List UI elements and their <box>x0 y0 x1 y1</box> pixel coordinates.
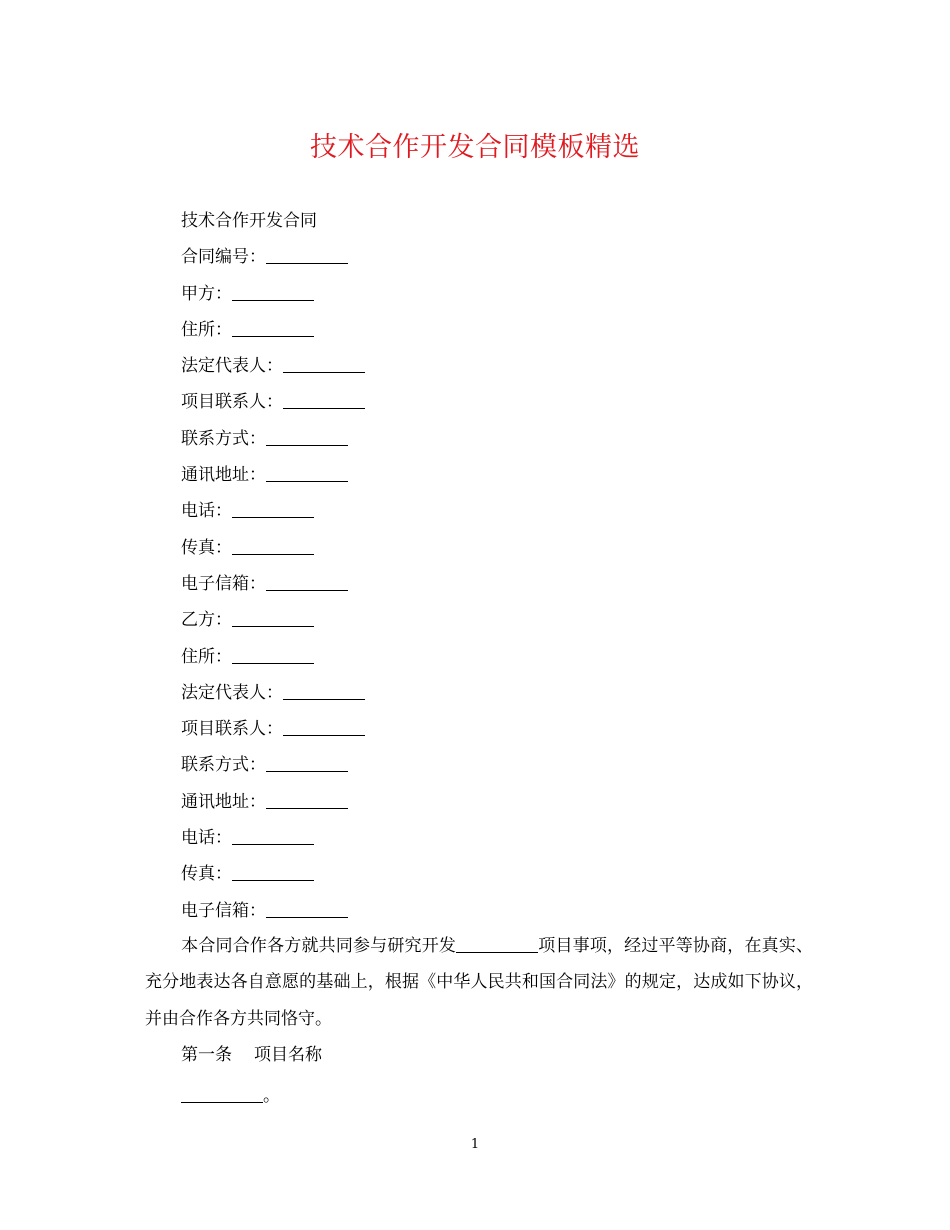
field-party-b-project-contact <box>181 711 821 747</box>
field-label: 电话： <box>181 828 232 849</box>
project-blank <box>456 930 538 953</box>
article-end-mark: 。 <box>263 1086 280 1106</box>
field-blank <box>266 895 348 918</box>
field-label: 项目联系人： <box>181 719 283 740</box>
article-title: 项目名称 <box>254 1045 322 1065</box>
field-label: 住所： <box>181 646 232 667</box>
field-party-b-address <box>181 639 821 675</box>
field-label: 住所： <box>181 319 232 340</box>
field-label: 通讯地址： <box>181 791 266 812</box>
field-label: 电子信箱： <box>181 900 266 921</box>
field-party-a-legal-rep <box>181 348 821 384</box>
field-blank <box>283 677 365 700</box>
field-party-a <box>181 276 821 312</box>
field-label: 法定代表人： <box>181 682 283 703</box>
contract-fields <box>181 203 821 929</box>
field-party-a-fax <box>181 530 821 566</box>
field-party-b <box>181 602 821 638</box>
field-label: 传真： <box>181 537 232 558</box>
field-label: 乙方： <box>181 610 232 631</box>
field-blank <box>266 241 348 264</box>
project-name-blank <box>181 1080 263 1103</box>
field-label: 法定代表人： <box>181 356 283 377</box>
field-blank <box>232 858 314 881</box>
field-party-b-mailing-address <box>181 784 821 820</box>
field-label: 项目联系人： <box>181 392 283 413</box>
field-party-b-email <box>181 893 821 929</box>
field-blank <box>266 786 348 809</box>
field-blank <box>266 749 348 772</box>
intro-text-part1: 本合同合作各方就共同参与研究开发 <box>181 936 457 956</box>
field-label: 联系方式： <box>181 755 266 776</box>
document-title: 技术合作开发合同模板精选 <box>310 132 640 163</box>
intro-paragraph <box>145 928 813 1037</box>
page-number: 1 <box>470 1137 480 1152</box>
field-blank <box>232 822 314 845</box>
field-blank <box>232 532 314 555</box>
field-blank <box>266 568 348 591</box>
field-label: 甲方： <box>181 283 232 304</box>
field-label: 合同编号： <box>181 247 266 268</box>
article-body <box>181 1078 280 1114</box>
field-party-a-contact-method <box>181 421 821 457</box>
field-blank <box>232 495 314 518</box>
article-heading <box>181 1037 322 1073</box>
field-label: 电子信箱： <box>181 573 266 594</box>
field-party-a-address <box>181 312 821 348</box>
field-party-a-email <box>181 566 821 602</box>
field-party-b-fax <box>181 856 821 892</box>
field-blank <box>266 459 348 482</box>
field-blank <box>283 386 365 409</box>
field-blank <box>283 350 365 373</box>
field-party-b-legal-rep <box>181 675 821 711</box>
field-blank <box>232 604 314 627</box>
field-party-a-phone <box>181 493 821 529</box>
field-label: 传真： <box>181 864 232 885</box>
field-contract-number <box>181 239 821 275</box>
field-blank <box>232 278 314 301</box>
intro-text-part2: 项目事项，经过平等协商，在真实、充分地表达各自意愿的基础上，根据《中华人民共和国合同法》的规定，达成如下协议，并由合作各方共同恪守。 <box>145 936 814 1029</box>
article-number: 第一条 <box>181 1045 232 1065</box>
field-blank <box>232 314 314 337</box>
field-blank <box>232 641 314 664</box>
field-blank <box>266 423 348 446</box>
field-party-b-phone <box>181 820 821 856</box>
field-label: 电话： <box>181 501 232 522</box>
subtitle-line <box>181 203 821 239</box>
field-party-a-mailing-address <box>181 457 821 493</box>
contract-subtitle: 技术合作开发合同 <box>181 211 317 231</box>
field-blank <box>283 713 365 736</box>
field-label: 联系方式： <box>181 428 266 449</box>
field-label: 通讯地址： <box>181 465 266 486</box>
field-party-b-contact-method <box>181 747 821 783</box>
field-party-a-project-contact <box>181 384 821 420</box>
